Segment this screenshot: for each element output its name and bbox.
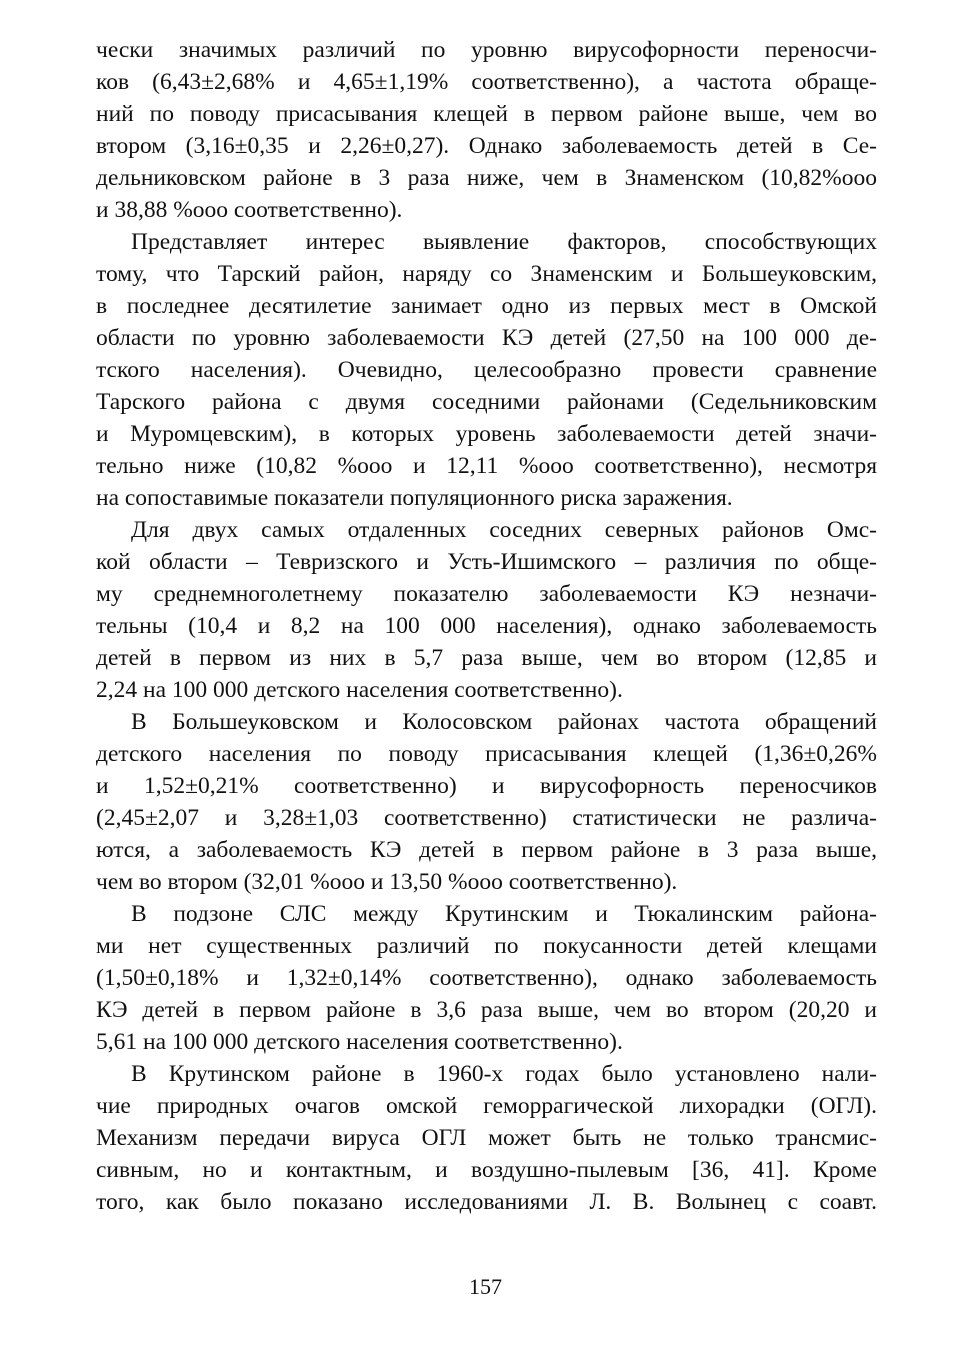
text-line: детей в первом из них в 5,7 раза выше, чем во втором (12,85 и <box>96 645 877 671</box>
text-line: сивным, но и контактным, и воздушно-пылевым [36, 41]. Кроме <box>96 1157 877 1183</box>
text-line: (1,50±0,18% и 1,32±0,14% соответственно), однако заболеваемость <box>96 965 877 991</box>
text-line: чем во втором (32,01 %ooo и 13,50 %ooo соответственно). <box>96 869 678 895</box>
text-line: кой области – Тевризского и Усть-Ишимского – различия по обще- <box>96 549 877 575</box>
text-line: 2,24 на 100 000 детского населения соответственно). <box>96 677 623 703</box>
paragraph <box>96 1058 877 1218</box>
text-line: на сопоставимые показатели популяционного риска заражения. <box>96 485 733 511</box>
text-line: дельниковском районе в 3 раза ниже, чем в Знаменском (10,82%ooo <box>96 165 877 191</box>
text-line: чески значимых различий по уровню вирусофорности переносчи- <box>96 37 877 63</box>
text-line: тому, что Тарский район, наряду со Знаменским и Большеуковским, <box>96 261 877 287</box>
text-line: чие природных очагов омской геморрагической лихорадки (ОГЛ). <box>96 1093 877 1119</box>
text-line: Для двух самых отдаленных соседних северных районов Омс- <box>131 517 877 543</box>
text-line: КЭ детей в первом районе в 3,6 раза выше, чем во втором (20,20 и <box>96 997 877 1023</box>
text-line: втором (3,16±0,35 и 2,26±0,27). Однако заболеваемость детей в Се- <box>96 133 877 159</box>
text-line: Тарского района с двумя соседними районами (Седельниковским <box>96 389 877 415</box>
text-line: му среднемноголетнему показателю заболеваемости КЭ незначи- <box>96 581 877 607</box>
text-line: тского населения). Очевидно, целесообразно провести сравнение <box>96 357 877 383</box>
text-line: В Большеуковском и Колосовском районах частота обращений <box>131 709 877 735</box>
text-line: ми нет существенных различий по покусанности детей клещами <box>96 933 877 959</box>
text-line: В подзоне СЛС между Крутинским и Тюкалинским района- <box>131 901 877 927</box>
text-line: тельно ниже (10,82 %ooo и 12,11 %ooo соответственно), несмотря <box>96 453 877 479</box>
text-line: (2,45±2,07 и 3,28±1,03 соответственно) статистически не различа- <box>96 805 877 831</box>
page-number: 157 <box>469 1274 502 1299</box>
text-line: детского населения по поводу присасывания клещей (1,36±0,26% <box>96 741 877 767</box>
text-line: В Крутинском районе в 1960-х годах было установлено нали- <box>131 1061 877 1087</box>
text-line: области по уровню заболеваемости КЭ детей (27,50 на 100 000 де- <box>96 325 877 351</box>
text-line: ков (6,43±2,68% и 4,65±1,19% соответственно), а частота обраще- <box>96 69 877 95</box>
text-line: того, как было показано исследованиями Л. В. Волынец с соавт. <box>96 1189 877 1215</box>
text-line: ются, а заболеваемость КЭ детей в первом районе в 3 раза выше, <box>96 837 877 863</box>
text-line: и Муромцевским), в которых уровень заболеваемости детей значи- <box>96 421 877 447</box>
text-line: ний по поводу присасывания клещей в первом районе выше, чем во <box>96 101 877 127</box>
paragraph <box>96 706 877 898</box>
paragraph <box>96 34 877 226</box>
text-line: Представляет интерес выявление факторов, способствующих <box>131 229 877 255</box>
paragraph <box>96 898 877 1058</box>
text-line: и 1,52±0,21% соответственно) и вирусофорность переносчиков <box>96 773 877 799</box>
text-line: 5,61 на 100 000 детского населения соответственно). <box>96 1029 623 1055</box>
text-line: тельны (10,4 и 8,2 на 100 000 населения), однако заболеваемость <box>96 613 877 639</box>
text-line: в последнее десятилетие занимает одно из первых мест в Омской <box>96 293 877 319</box>
paragraph <box>96 514 877 706</box>
text-line: и 38,88 %ooo соответственно). <box>96 197 403 223</box>
text-line: Механизм передачи вируса ОГЛ может быть не только трансмис- <box>96 1125 877 1151</box>
paragraph <box>96 226 877 514</box>
page-body <box>96 34 877 1218</box>
